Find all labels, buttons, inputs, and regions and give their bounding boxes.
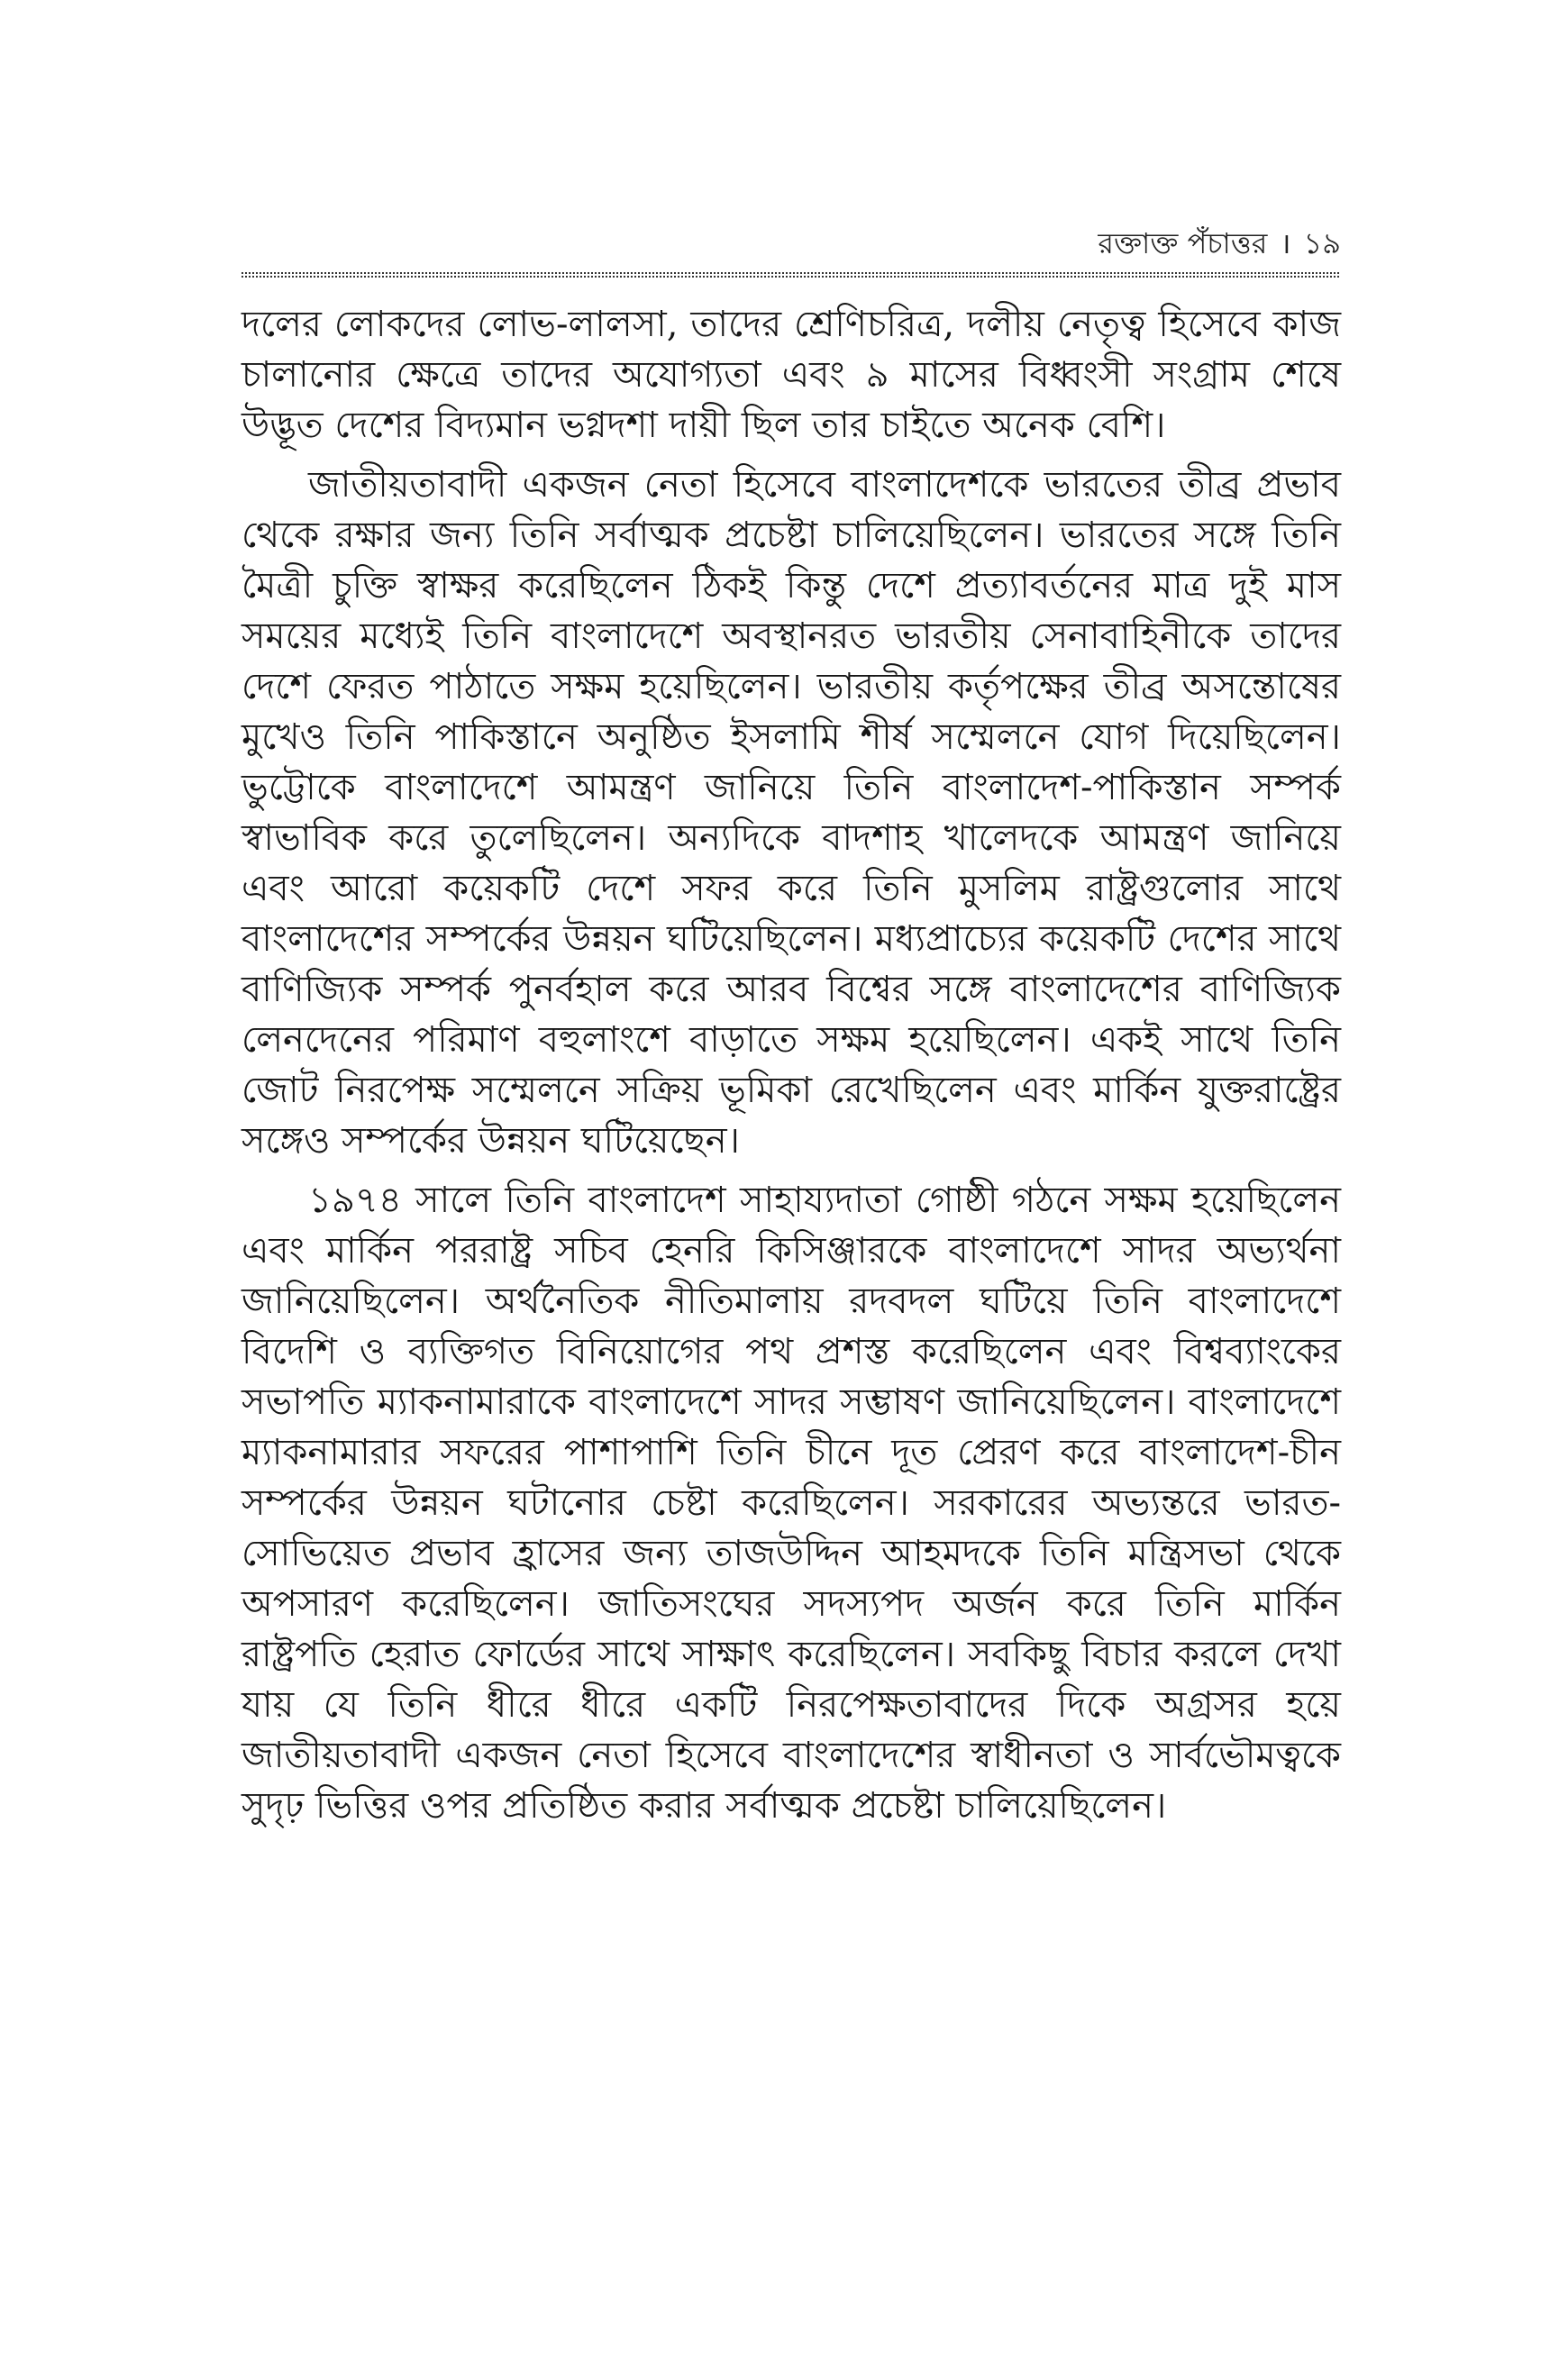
running-header: [242, 223, 1341, 263]
header-divider: [242, 272, 1341, 278]
header-title: রক্তাক্ত পঁচাত্তর: [1098, 226, 1268, 260]
paragraph-continued: দলের লোকদের লোভ-লালসা, তাদের শ্রেণিচরিত্র, দলীয় নেতৃত্ব হিসেবে কাজ চালানোর ক্ষেত্রে তাদের অযোগ্যতা এবং ৯ মাসের বিধ্বংসী সংগ্রাম শেষে উদ্ভূত দেশের বিদ্যমান ভগ্নদশা দায়ী ছিল তার চাইতে অনেক বেশি।: [242, 304, 1341, 446]
header-separator: ।: [1280, 226, 1291, 260]
page-number: ১৯: [1303, 226, 1341, 260]
paragraph: ১৯৭৪ সালে তিনি বাংলাদেশ সাহায্যদাতা গোষ্ঠী গঠনে সক্ষম হয়েছিলেন এবং মার্কিন পররাষ্ট্র সচিব হেনরি কিসিঞ্জারকে বাংলাদেশে সাদর অভ্যর্থনা জানিয়েছিলেন। অর্থনৈতিক নীতিমালায় রদবদল ঘটিয়ে তিনি বাংলাদেশে বিদেশি ও ব্যক্তিগত বিনিয়োগের পথ প্রশস্ত করেছিলেন এবং বিশ্বব্যাংকের সভাপতি ম্যাকনামারাকে বাংলাদেশে সাদর সম্ভাষণ জানিয়েছিলেন। বাংলাদেশে ম্যাকনামারার সফরের পাশাপাশি তিনি চীনে দূত প্রেরণ করে বাংলাদেশ-চীন সম্পর্কের উন্নয়ন ঘটানোর চেষ্টা করেছিলেন। সরকারের অভ্যন্তরে ভারত-সোভিয়েত প্রভাব হ্রাসের জন্য তাজউদ্দিন আহমদকে তিনি মন্ত্রিসভা থেকে অপসারণ করেছিলেন। জাতিসংঘের সদস্যপদ অর্জন করে তিনি মার্কিন রাষ্ট্রপতি হেরাত ফোর্ডের সাথে সাক্ষাৎ করেছিলেন। সবকিছু বিচার করলে দেখা যায় যে তিনি ধীরে ধীরে একটি নিরপেক্ষতাবাদের দিকে অগ্রসর হয়ে জাতীয়তাবাদী একজন নেতা হিসেবে বাংলাদেশের স্বাধীনতা ও সার্বভৌমত্বকে সুদৃঢ় ভিত্তির ওপর প্রতিষ্ঠিত করার সর্বাত্মক প্রচেষ্টা চালিয়েছিলেন।: [242, 1180, 1341, 1827]
body-text: [242, 299, 1341, 1831]
paragraph: জাতীয়তাবাদী একজন নেতা হিসেবে বাংলাদেশকে ভারতের তীব্র প্রভাব থেকে রক্ষার জন্য তিনি সর্বাত্মক প্রচেষ্টা চালিয়েছিলেন। ভারতের সঙ্গে তিনি মৈত্রী চুক্তি স্বাক্ষর করেছিলেন ঠিকই কিন্তু দেশে প্রত্যাবর্তনের মাত্র দুই মাস সময়ের মধ্যেই তিনি বাংলাদেশে অবস্থানরত ভারতীয় সেনাবাহিনীকে তাদের দেশে ফেরত পাঠাতে সক্ষম হয়েছিলেন। ভারতীয় কর্তৃপক্ষের তীব্র অসন্তোষের মুখেও তিনি পাকিস্তানে অনুষ্ঠিত ইসলামি শীর্ষ সম্মেলনে যোগ দিয়েছিলেন। ভুট্টোকে বাংলাদেশে আমন্ত্রণ জানিয়ে তিনি বাংলাদেশ-পাকিস্তান সম্পর্ক স্বাভাবিক করে তুলেছিলেন। অন্যদিকে বাদশাহ খালেদকে আমন্ত্রণ জানিয়ে এবং আরো কয়েকটি দেশে সফর করে তিনি মুসলিম রাষ্ট্রগুলোর সাথে বাংলাদেশের সম্পর্কের উন্নয়ন ঘটিয়েছিলেন। মধ্যপ্রাচ্যের কয়েকটি দেশের সাথে বাণিজ্যিক সম্পর্ক পুনর্বহাল করে আরব বিশ্বের সঙ্গে বাংলাদেশের বাণিজ্যিক লেনদেনের পরিমাণ বহুলাংশে বাড়াতে সক্ষম হয়েছিলেন। একই সাথে তিনি জোট নিরপেক্ষ সম্মেলনে সক্রিয় ভূমিকা রেখেছিলেন এবং মার্কিন যুক্তরাষ্ট্রের সঙ্গেও সম্পর্কের উন্নয়ন ঘটিয়েছেন।: [242, 464, 1341, 1162]
